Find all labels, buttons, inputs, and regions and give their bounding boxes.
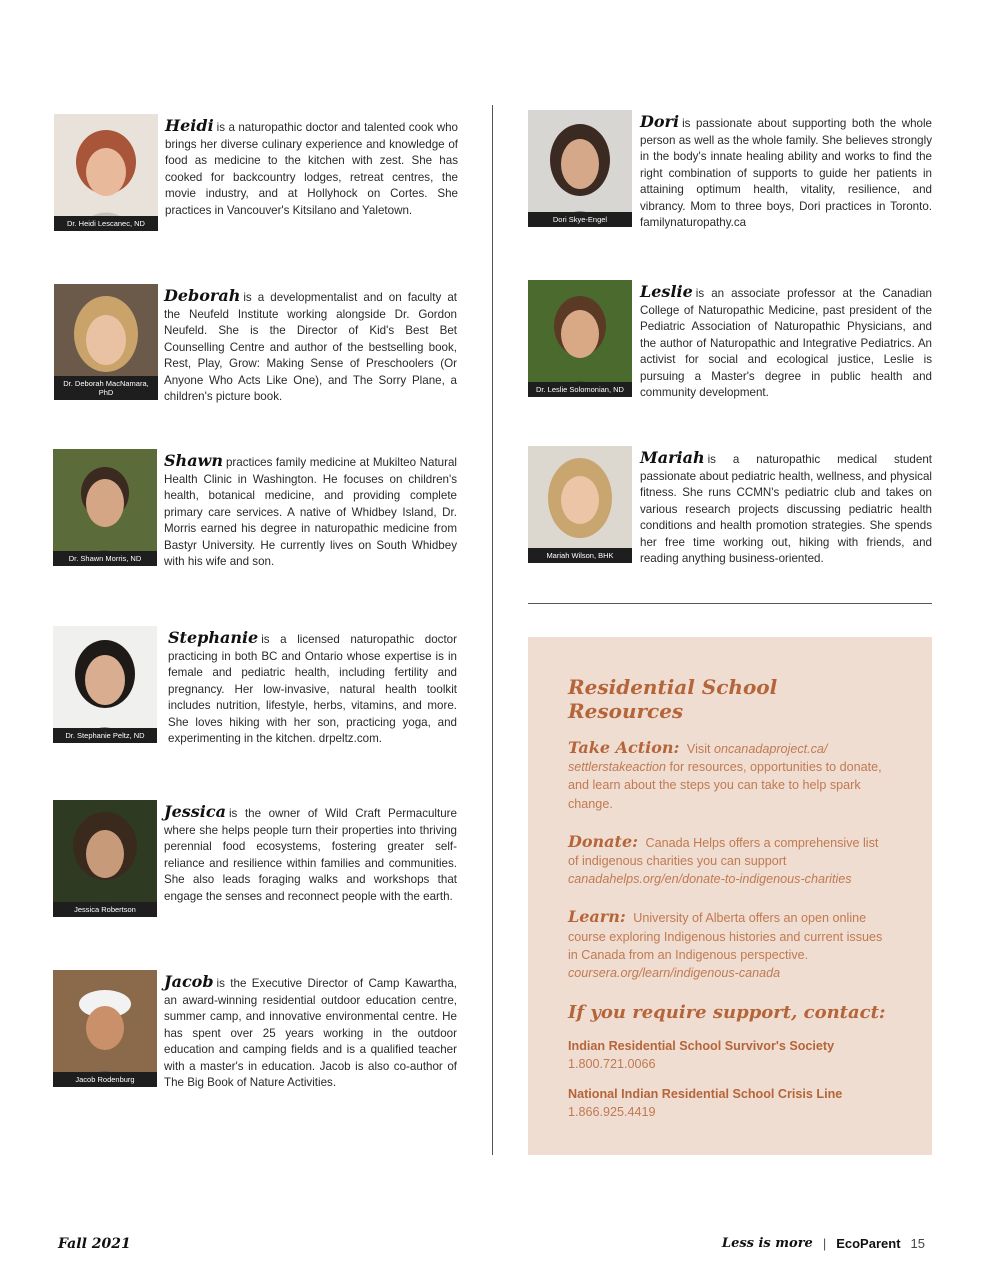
photo-caption: Dr. Shawn Morris, ND [53, 551, 157, 566]
photo-caption: Dr. Heidi Lescanec, ND [54, 216, 158, 231]
bio-body: is a naturopathic medical student passionate about pediatric health, wellness, and physical fitness. She runs CCMN's pediatric club and takes on various research projects discussing pediatric health conditions and health promotion strategies. She spends her free time working out, hiking with friends, and reading anything business-oriented. [640, 453, 932, 565]
portrait-photo [54, 284, 158, 400]
bio-text [164, 804, 457, 905]
photo-caption: Dr. Leslie Solomonian, ND [528, 382, 632, 397]
column-divider [492, 105, 493, 1155]
bio-dori [528, 110, 932, 228]
footer-issue: Fall 2021 [58, 1236, 131, 1252]
donate-link[interactable]: canadahelps.org/en/donate-to-indigenous-charities [568, 872, 852, 887]
bio-mariah [528, 446, 932, 564]
portrait-image [528, 280, 632, 397]
bio-name: Jessica [164, 802, 226, 821]
bio-name: Mariah [640, 448, 705, 467]
contact-1-phone[interactable]: 1.800.721.0066 [568, 1057, 656, 1072]
learn-heading: Learn: [568, 907, 626, 927]
bio-name: Deborah [164, 286, 241, 305]
bio-body: is a licensed naturopathic doctor practicing in both BC and Ontario whose expertise is in female and pediatric health, including fertility and pregnancy. Her low-invasive, natural health toolkit includes nutrition, lifestyle, herbs, vitamins, and more. She loves hiking with her son, practicing yoga, and experimenting in the kitchen. drpeltz.com. [168, 633, 457, 745]
bio-text [640, 284, 932, 402]
bio-body: is a developmentalist and on faculty at the Neufeld Institute working alongside Dr. Gordon Neufeld. She is the Director of Kid's Best Bet Counselling Centre and author of the bestselling book, Rest, Play, Grow: Making Sense of Preschoolers (Or Anyone Who Acts Like One), and The Sorry Plane, a children's picture book. [164, 291, 457, 403]
portrait-photo [53, 626, 157, 743]
bio-name: Leslie [640, 282, 693, 301]
portrait-photo [54, 114, 158, 231]
photo-caption: Dr. Stephanie Peltz, ND [53, 728, 157, 743]
contact-2-name: National Indian Residential School Crisis Line [568, 1087, 843, 1102]
portrait-photo [528, 110, 632, 227]
bio-body: practices family medicine at Mukilteo Natural Health Clinic in Washington. He focuses on children's health, botanical medicine, and providing complete primary care services. A native of Whidbey Island, Dr. Morris earned his degree in naturopathic medicine from Bastyr University. He currently lives on South Whidbey with his wife and son. [164, 456, 457, 568]
bio-body: is the owner of Wild Craft Permaculture where she helps people turn their properties into thriving perennial food ecosystems, fostering greater self-reliance and resilience within families and communities. She also leads foraging walks and workshops that engage the senses and reconnect people with the earth. [164, 807, 457, 903]
bio-text [168, 630, 457, 748]
bio-name: Shawn [164, 451, 223, 470]
donate-block [568, 833, 892, 889]
portrait-image [53, 970, 157, 1087]
portrait-image [53, 449, 157, 566]
bio-name: Jacob [164, 972, 214, 991]
bio-shawn [53, 449, 457, 567]
bio-text [640, 114, 932, 232]
bio-jessica [53, 800, 457, 918]
donate-heading: Donate: [568, 831, 639, 851]
photo-caption: Jacob Rodenburg [53, 1072, 157, 1087]
contact-1-name: Indian Residential School Survivor's Society [568, 1039, 835, 1054]
bio-body: is passionate about supporting both the whole person as well as the whole family. She believes strongly in the body's innate healing ability and works to find the right combination of supports to guide her patients in attaining optimum health, vitality, resilience, and vibrancy. Mom to three boys, Dori practices in Toronto. familynaturopathy.ca [640, 117, 932, 229]
bio-name: Stephanie [168, 628, 259, 647]
bio-heidi [54, 114, 458, 232]
section-divider [528, 603, 932, 604]
portrait-photo [53, 449, 157, 566]
take-action-pre: Visit [686, 742, 711, 756]
bio-body: is an associate professor at the Canadian College of Naturopathic Medicine, past president of the Pediatric Association of Naturopathic Physicians, and the author of Naturopathic and Integrative Pediatrics. An activist for social and ecological justice, Leslie is pursuing a Master's degree in public health and community development. [640, 287, 932, 399]
bio-leslie [528, 280, 932, 398]
footer-separator: | [822, 1236, 827, 1251]
portrait-photo [528, 280, 632, 397]
take-action-heading: Take Action: [568, 738, 680, 757]
resources-title: Residential School Resources [568, 675, 778, 723]
portrait-image [528, 110, 632, 227]
footer-brand: EcoParent [836, 1236, 901, 1251]
portrait-photo [528, 446, 632, 563]
bio-text [164, 974, 457, 1092]
bio-text [640, 450, 932, 568]
portrait-image [53, 800, 157, 917]
take-action-text: for resources, opportunities to donate, and learn about the steps you can take to help spark change. [568, 760, 882, 811]
contact-2-phone[interactable]: 1.866.925.4419 [568, 1105, 656, 1120]
bio-name: Heidi [165, 116, 214, 135]
portrait-image [53, 626, 157, 743]
photo-caption: Jessica Robertson [53, 902, 157, 917]
learn-text: University of Alberta offers an open online course exploring Indigenous histories and current issues in Canada from an Indigenous perspective. [568, 911, 883, 962]
learn-link[interactable]: coursera.org/learn/indigenous-canada [568, 966, 781, 981]
support-title: If you require support, contact: [568, 1002, 886, 1024]
footer-right [722, 1236, 925, 1251]
bio-name: Dori [640, 112, 680, 131]
bio-text [164, 288, 457, 406]
portrait-photo [53, 970, 157, 1087]
bio-body: is a naturopathic doctor and talented cook who brings her diverse culinary experience and knowledge of food as medicine to the kitchen with zest. She has cooked for backcountry lodges, retreat centres, the movie industry, and at Hollyhock on Cortes. She practices in Vancouver's Kitsilano and Yaletown. [165, 121, 458, 217]
residential-school-resources-box [528, 637, 932, 1155]
take-action-block [568, 739, 892, 813]
learn-block [568, 908, 892, 982]
portrait-photo [53, 800, 157, 917]
footer-tagline: Less is more [721, 1236, 813, 1251]
photo-caption: Mariah Wilson, BHK [528, 548, 632, 563]
bio-deborah [54, 284, 458, 402]
donate-text: Canada Helps offers a comprehensive list of indigenous charities you can support [568, 835, 879, 869]
bio-stephanie [53, 626, 457, 744]
page-number: 15 [910, 1236, 925, 1251]
photo-caption: Dori Skye-Engel [528, 212, 632, 227]
take-action-link[interactable]: oncanadaproject.ca/ settlerstakeaction [568, 742, 828, 775]
bio-jacob [53, 970, 457, 1088]
bio-body: is the Executive Director of Camp Kawartha, an award-winning residential outdoor education centre, summer camp, and innovative environmental centre. He has spent over 25 years working in the outdoor education and camping fields and is a qualified teacher with a master's in education. Jacob is also co-author of The Big Book of Nature Activities. [164, 977, 457, 1089]
portrait-image [528, 446, 632, 563]
photo-caption: Dr. Deborah MacNamara, PhD [54, 376, 158, 400]
portrait-image [54, 114, 158, 231]
bio-text [164, 453, 457, 571]
bio-text [165, 118, 458, 219]
